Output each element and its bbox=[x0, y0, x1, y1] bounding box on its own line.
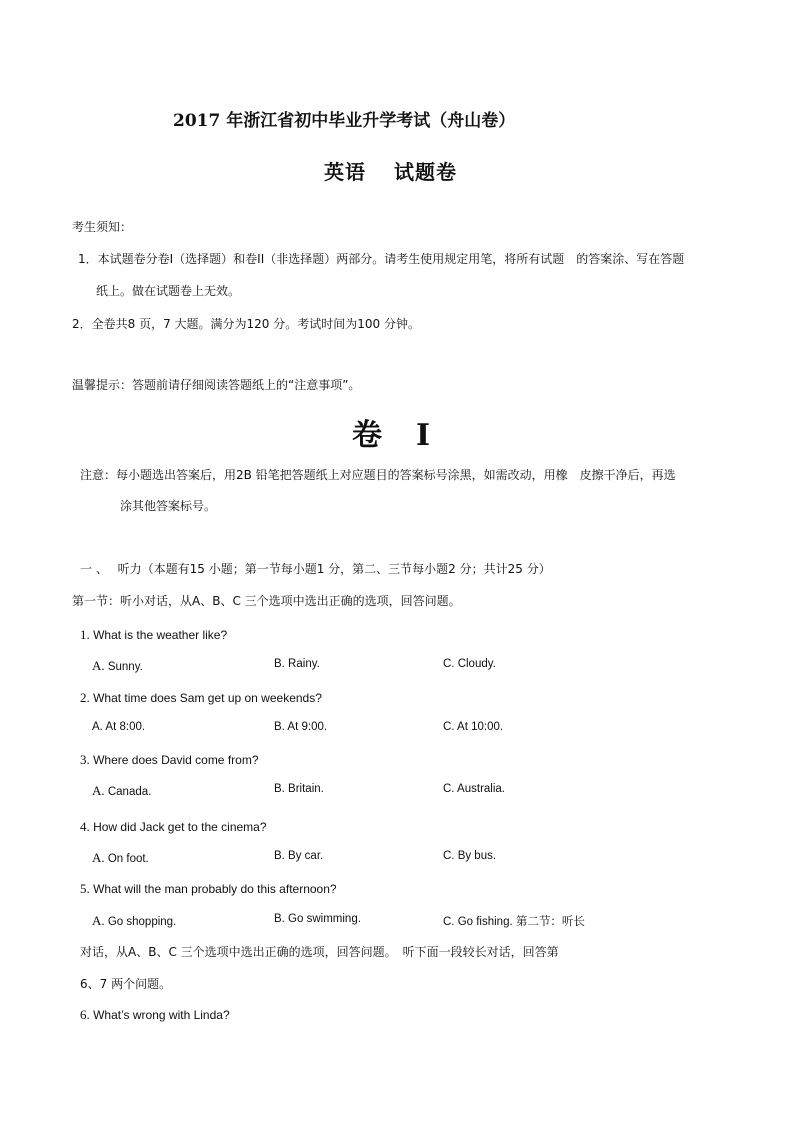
question-2 bbox=[80, 690, 322, 706]
question-number: 4. bbox=[80, 819, 90, 834]
option-b: B. Rainy. bbox=[274, 658, 320, 670]
question-number: 5. bbox=[80, 881, 90, 896]
part-1-subsection-1: 第一节：听小对话，从A、B、C 三个选项中选出正确的选项，回答问题。 bbox=[72, 594, 461, 608]
option-b: B. Britain. bbox=[274, 783, 324, 795]
notice-item-2: 2．全卷共8 页，7 大题。满分为120 分。考试时间为100 分钟。 bbox=[72, 317, 420, 331]
question-text: What time does Sam get up on weekends? bbox=[93, 691, 322, 705]
option-b: B. Go swimming. bbox=[274, 913, 361, 925]
question-1 bbox=[80, 627, 227, 643]
part-2-line-1: 对话，从A、B、C 三个选项中选出正确的选项，回答问题。 听下面一段较长对话，回答第 bbox=[80, 945, 559, 959]
part-1-heading: 一 、 听力（本题有15 小题；第一节每小题1 分，第二、三节每小题2 分；共计25 分） bbox=[80, 562, 551, 576]
paper-name: 试题卷 bbox=[394, 160, 457, 184]
question-text: How did Jack get to the cinema? bbox=[93, 820, 267, 834]
question-number: 2. bbox=[80, 690, 90, 705]
question-text: What will the man probably do this afternoon? bbox=[93, 882, 337, 896]
option-a: A. At 8:00. bbox=[92, 721, 146, 733]
option-c: C. Australia. bbox=[443, 783, 505, 795]
section-note-line-1: 注意：每小题选出答案后，用2B 铅笔把答题纸上对应题目的答案标号涂黑，如需改动，用橡 皮擦干净后，再选 bbox=[80, 468, 676, 482]
subject-name: 英语 bbox=[324, 160, 366, 184]
notice-item-1-line-1: 1．本试题卷分卷I（选择题）和卷II（非选择题）两部分。请考生使用规定用笔，将所有试题 的答案涂、写在答题 bbox=[78, 252, 685, 266]
option-b: B. By car. bbox=[274, 850, 324, 862]
option-a: A. Sunny. bbox=[92, 658, 143, 673]
question-text: Where does David come from? bbox=[93, 753, 259, 767]
option-c: C. By bus. bbox=[443, 850, 497, 862]
exam-title: 2017 年浙江省初中毕业升学考试（舟山卷） bbox=[173, 111, 516, 131]
section-note-line-2: 涂其他答案标号。 bbox=[120, 499, 217, 513]
option-c: C. Go fishing. 第二节：听长 bbox=[443, 916, 585, 928]
subject-title bbox=[324, 156, 457, 185]
question-number: 3. bbox=[80, 752, 90, 767]
question-number: 6. bbox=[80, 1007, 90, 1022]
section-title: 卷 I bbox=[352, 418, 433, 453]
question-6 bbox=[80, 1007, 230, 1023]
tip-text: 温馨提示：答题前请仔细阅读答题纸上的“注意事项”。 bbox=[72, 378, 361, 392]
notice-heading: 考生须知： bbox=[72, 220, 133, 234]
question-number: 1. bbox=[80, 627, 90, 642]
question-text: What is the weather like? bbox=[93, 628, 228, 642]
option-a: A. On foot. bbox=[92, 850, 149, 865]
question-5 bbox=[80, 881, 337, 897]
option-c: C. Cloudy. bbox=[443, 658, 496, 670]
question-4 bbox=[80, 819, 267, 835]
part-2-line-2: 6、7 两个问题。 bbox=[80, 977, 172, 991]
question-text: What’s wrong with Linda? bbox=[93, 1008, 230, 1022]
question-3 bbox=[80, 752, 259, 768]
option-c: C. At 10:00. bbox=[443, 721, 504, 733]
notice-item-1-line-2: 纸上。做在试题卷上无效。 bbox=[96, 284, 241, 298]
option-a: A. Canada. bbox=[92, 783, 152, 798]
option-a: A. Go shopping. bbox=[92, 913, 177, 928]
option-b: B. At 9:00. bbox=[274, 721, 328, 733]
